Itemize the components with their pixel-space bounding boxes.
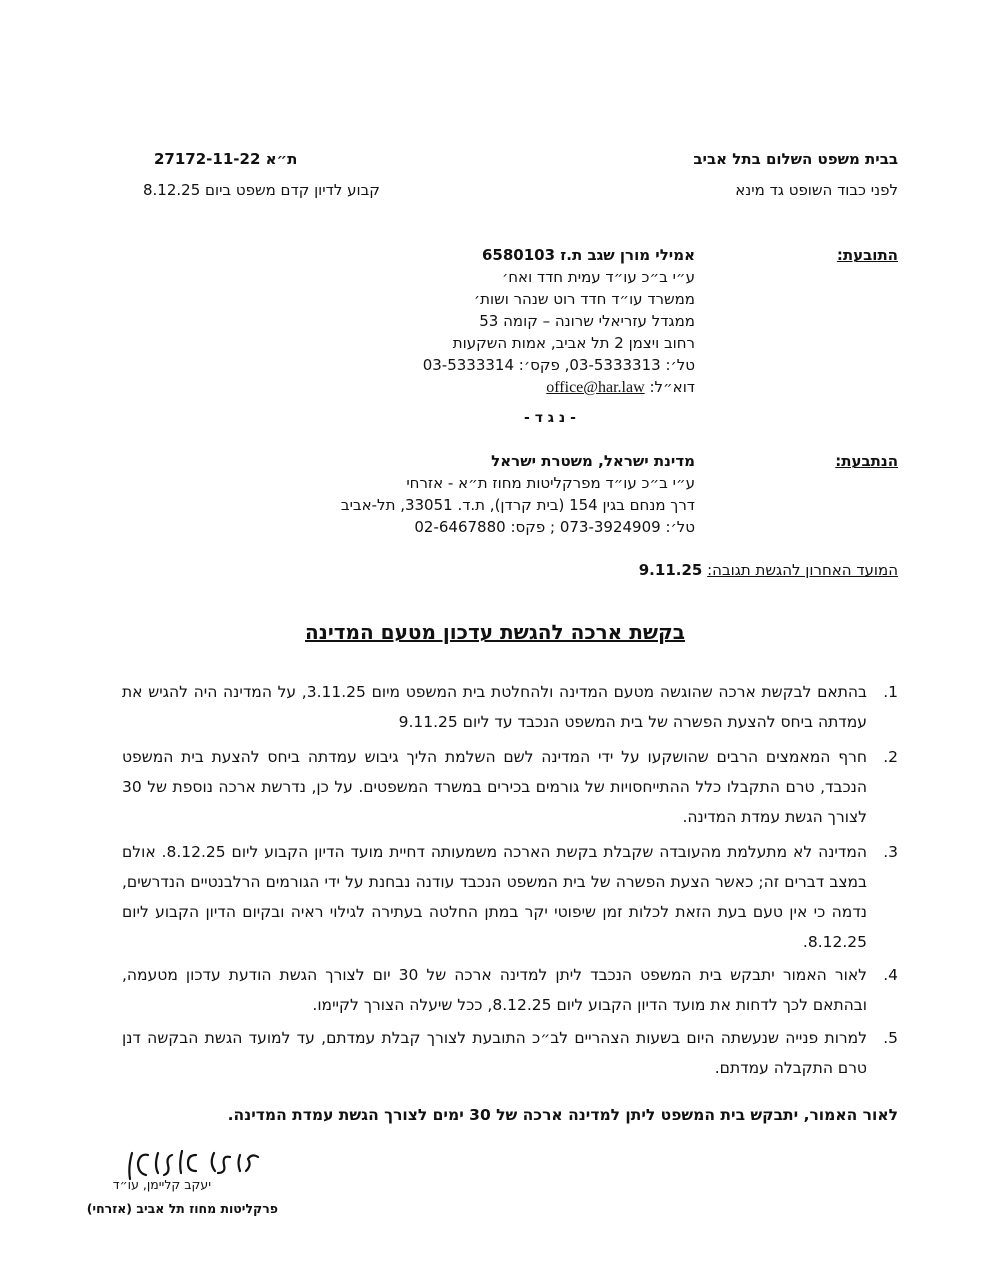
paragraph-number: 5.: [883, 1029, 898, 1047]
case-number: ת״א 27172-11-22: [154, 150, 298, 168]
plaintiff-line: ע״י ב״כ עו״ד עמית חדד ואח׳: [502, 268, 695, 286]
deadline-date: 9.11.25: [638, 561, 703, 579]
email-link[interactable]: office@har.law: [546, 379, 645, 396]
plaintiff-block: [423, 244, 695, 399]
paragraph-text: בהתאם לבקשת ארכה שהוגשה מטעם המדינה ולהחלטת בית המשפט מיום 3.11.25, על המדינה היה להגיש את עמדתה ביחס להצעת הפשרה של בית המשפט הנכבד עד ליום 9.11.25: [122, 683, 867, 731]
hearing-line: קבוע לדיון קדם משפט ביום 8.12.25: [143, 181, 380, 199]
paragraph-text: למרות פנייה שנעשתה היום בשעות הצהריים לב״כ התובעת לצורך קבלת עמדתם, עד למועד הגשת הבקשה דנן טרם התקבלה עמדתם.: [122, 1029, 867, 1077]
document-title: בקשת ארכה להגשת עדכון מטעם המדינה: [305, 620, 685, 644]
plaintiff-line: טל׳: 03-5333313, פקס׳: 03-5333314: [422, 356, 695, 374]
plaintiff-label: התובעת:: [836, 246, 898, 264]
email-label: דוא״ל:: [649, 378, 695, 396]
defendant-line: מדינת ישראל, משטרת ישראל: [491, 452, 695, 470]
plaintiff-line: רחוב ויצמן 2 תל אביב, אמות השקעות: [452, 334, 695, 352]
defendant-line: דרך מנחם בגין 154 (בית קרדן), ת.ד. 33051, תל-אביב: [340, 496, 695, 514]
paragraph-text: חרף המאמצים הרבים שהושקעו על ידי המדינה לשם השלמת הליך גיבוש עמדתה ביחס להצעת בית המשפט הנכבד, טרם התקבלו כלל ההתייחסויות של גורמים בכירים במשרד המשפטים. על כן, נדרשת ארכה נוספת של 30 לצורך הגשת עמדת המדינה.: [122, 748, 867, 826]
paragraph-number: 2.: [883, 748, 898, 766]
plaintiff-email-line: [423, 376, 695, 399]
paragraph-text: לאור האמור יתבקש בית המשפט הנכבד ליתן למדינה ארכה של 30 יום לצורך הגשת הודעת עדכון מטעמה, ובהתאם לכך לדחות את מועד הדיון הקבוע ליום 8.12.25, ככל שיעלה הצורך לקיימו.: [122, 966, 867, 1014]
versus-separator: - נ ג ד -: [524, 410, 576, 426]
paragraph-number: 4.: [883, 966, 898, 984]
defendant-line: טל׳: 073-3924909 ; פקס: 02-6467880: [414, 518, 695, 536]
conclusion: לאור האמור, יתבקש בית המשפט ליתן למדינה ארכה של 30 ימים לצורך הגשת עמדת המדינה.: [227, 1106, 898, 1124]
signer-name: יעקב קליימן, עו״ד: [112, 1177, 211, 1192]
deadline-label: המועד האחרון להגשת תגובה:: [707, 561, 898, 579]
plaintiff-line: אמילי מורן שגב ת.ז 6580103: [482, 246, 695, 264]
signer-office: פרקליטות מחוז תל אביב (אזרחי): [86, 1201, 278, 1216]
plaintiff-line: ממגדל עזריאלי שרונה – קומה 53: [479, 312, 695, 330]
defendant-line: ע״י ב״כ עו״ד מפרקליטות מחוז ת״א - אזרחי: [406, 474, 695, 492]
paragraph-text: המדינה לא מתעלמת מהעובדה שקבלת בקשת הארכה משמעותה דחיית מועד הדיון הקבוע ליום 8.12.25. אולם במצב דברים זה; כאשר הצעת הפשרה של בית המשפט הנכבד עודנה נבחנת על ידי הגורמים הרלבנטיים הנדרשים, נדמה כי אין טעם בעת הזאת לכלות זמן שיפוטי יקר במתן החלטה בעתירה לגילוי ראיה ובקיום הדיון הקבוע ליום 8.12.25.: [122, 843, 867, 951]
paragraph-number: 3.: [883, 843, 898, 861]
plaintiff-line: ממשרד עו״ד חדד רוט שנהר ושות׳: [473, 290, 695, 308]
defendant-label: הנתבעת:: [835, 452, 898, 470]
response-deadline: [639, 561, 898, 579]
court-name: בבית משפט השלום בתל אביב: [693, 150, 898, 168]
paragraph-number: 1.: [883, 683, 898, 701]
defendant-block: [341, 450, 695, 538]
judge-line: לפני כבוד השופט גד מינא: [735, 181, 898, 199]
